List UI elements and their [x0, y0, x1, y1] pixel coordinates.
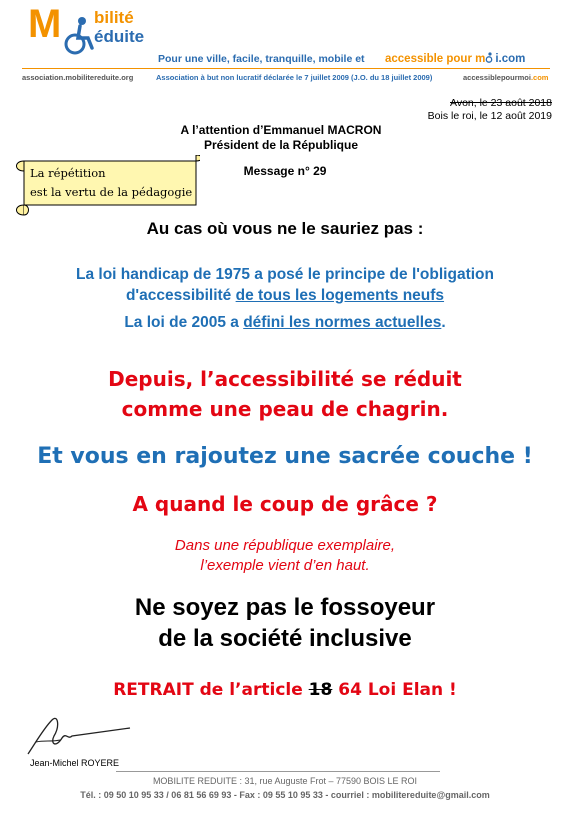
addressee-line: A l’attention d’Emmanuel MACRON	[180, 123, 382, 137]
date-old: Avon, le 23 août 2018	[450, 97, 552, 109]
header-tagline-highlight: accessible pour m i.com	[385, 53, 526, 65]
logo-letter-m: M	[28, 2, 60, 46]
logo-text-mobilite: bilité	[94, 8, 134, 27]
handwritten-signature	[22, 712, 132, 760]
blue-statement: Et vous en rajoutez une sacrée couche !	[37, 444, 533, 469]
signature-name: Jean-Michel ROYERE	[30, 758, 120, 768]
italic-line1: Dans une république exemplaire,	[174, 537, 396, 554]
headline-line2: de la société inclusive	[158, 625, 412, 652]
addressee-title: Président de la République	[203, 138, 359, 152]
law-1975-line1: La loi handicap de 1975 a posé le principe de l'obligation	[76, 266, 494, 283]
message-number: Message n° 29	[243, 164, 327, 178]
header-site2-link[interactable]: accessiblepourmoi.com	[463, 73, 549, 82]
italic-line2: l’exemple vient d’en haut.	[200, 557, 370, 574]
intro-heading: Au cas où vous ne le sauriez pas :	[146, 219, 424, 238]
red-question: A quand le coup de grâce ?	[132, 492, 438, 516]
headline-line1: Ne soyez pas le fossoyeur	[134, 594, 436, 621]
logo-text-reduite: éduite	[94, 27, 145, 46]
header-divider	[22, 68, 550, 69]
red-statement-line1: Depuis, l’accessibilité se réduit	[108, 367, 462, 391]
header-site-link[interactable]: association.mobilitereduite.org	[22, 73, 134, 82]
footer-contact: Tél. : 09 50 10 95 33 / 06 81 56 69 93 - Fax : 09 55 10 95 33 - courriel : mobilitereduite@gmail.com	[80, 790, 490, 800]
header-association-note: Association à but non lucratif déclarée le 7 juillet 2009 (J.O. du 18 juillet 2009)	[156, 73, 433, 82]
retrait-demand: RETRAIT de l’article 18 64 Loi Elan !	[113, 680, 457, 700]
law-2005-line: La loi de 2005 a défini les normes actuelles.	[124, 314, 446, 331]
header-tagline: Pour une ville, facile, tranquille, mobile et	[158, 53, 365, 65]
scroll-text-line1: La répétition	[30, 166, 106, 180]
footer-address: MOBILITE REDUITE : 31, rue Auguste Frot – 77590 BOIS LE ROI	[152, 776, 418, 786]
date-new: Bois le roi, le 12 août 2019	[427, 110, 552, 122]
law-1975-line2: d'accessibilité de tous les logements neufs	[125, 287, 445, 304]
footer-divider	[116, 771, 440, 772]
scroll-text-line2: est la vertu de la pédagogie	[30, 185, 193, 199]
red-statement-line2: comme une peau de chagrin.	[121, 397, 449, 421]
wheelchair-small-icon	[485, 52, 495, 63]
